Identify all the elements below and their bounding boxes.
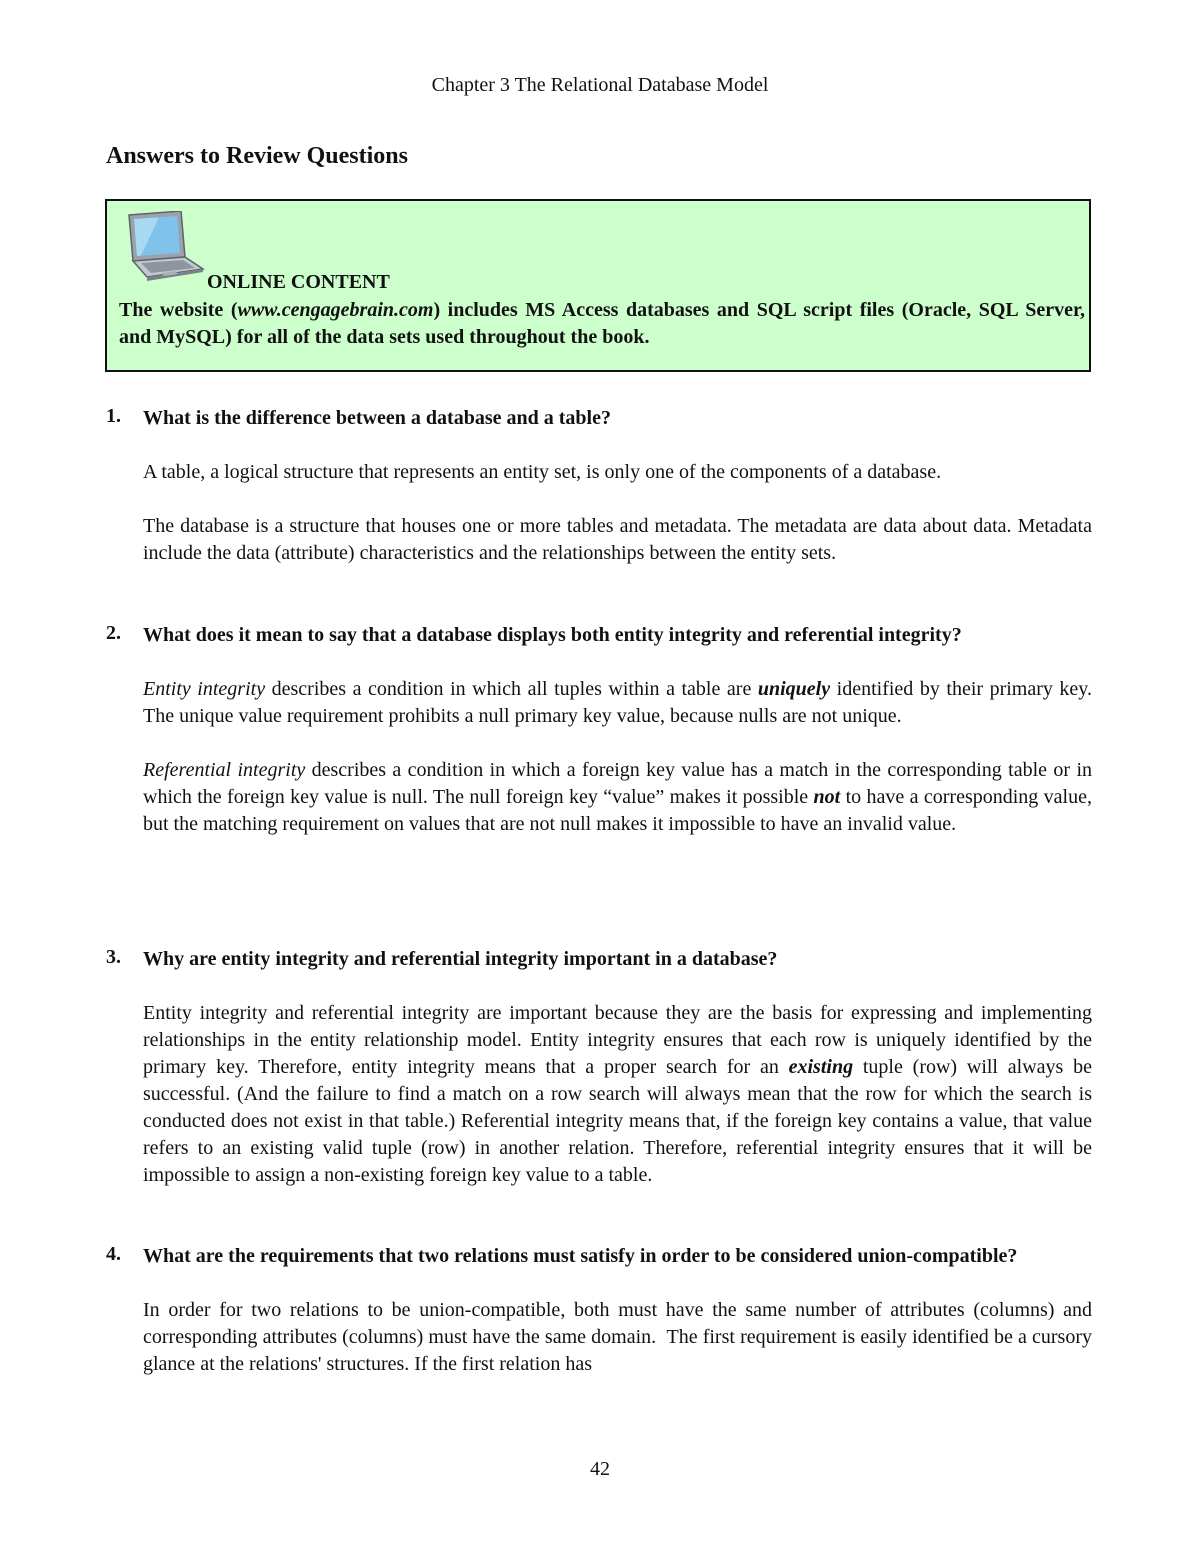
emphasis-not: not <box>813 786 841 808</box>
answer-paragraph: In order for two relations to be union-compatible, both must have the same number of attributes (columns) and corresponding attributes (columns) must have the same domain. The first requirement is easily identified be a cursory glance at the relations' structures. If the first relation has <box>143 1299 1092 1375</box>
page-number: 42 <box>590 1458 610 1480</box>
emphasis-existing: existing <box>788 1056 854 1078</box>
laptop-icon <box>119 211 205 283</box>
online-content-box <box>105 199 1091 372</box>
question-text: What does it mean to say that a database displays both entity integrity and referential integrity? <box>143 624 962 646</box>
online-content-heading: ONLINE CONTENT <box>207 271 390 293</box>
question-text: Why are entity integrity and referential integrity important in a database? <box>143 948 778 970</box>
website-link[interactable]: www.cengagebrain.com <box>237 299 434 321</box>
question-text: What is the difference between a database and a table? <box>143 407 611 429</box>
answer-text: describes a condition in which all tuples within a table are <box>265 678 758 700</box>
question-block-1 <box>106 405 1092 567</box>
online-content-text <box>119 297 1085 351</box>
section-title: Answers to Review Questions <box>106 143 408 169</box>
answer-paragraph <box>143 757 1092 838</box>
answer-paragraph: A table, a logical structure that represents an entity set, is only one of the components of a database. <box>143 461 942 483</box>
question-number: 3. <box>106 946 121 968</box>
answer-paragraph: The database is a structure that houses one or more tables and metadata. The metadata are data about data. Metadata include the data (attribute) characteristics and the relationships between the entity sets. <box>143 515 1092 564</box>
answer-text: identified by their primary key. The unique value requirement prohibits a null primary key value, because nulls are not unique. <box>143 678 1093 727</box>
answer-paragraph <box>143 676 1092 730</box>
emphasis-uniquely: uniquely <box>757 678 831 700</box>
question-block-4 <box>106 1243 1092 1378</box>
answer-text: Entity integrity and referential integrity are important because they are the basis for expressing and implementing relationships in the entity relationship model. Entity integrity ensures that each row is uniquely identified by the primary key. Therefore, entity integrity means that a proper search for an <box>143 1002 1092 1078</box>
answer-text: to have a corresponding value, but the matching requirement on values that are not null makes it impossible to have an invalid value. <box>143 786 1092 835</box>
answer-paragraph <box>143 1000 1092 1189</box>
question-number: 1. <box>106 405 121 427</box>
question-block-3 <box>106 946 1092 1189</box>
term-entity-integrity: Entity integrity <box>143 678 266 700</box>
question-number: 4. <box>106 1243 121 1265</box>
question-number: 2. <box>106 622 121 644</box>
term-referential-integrity: Referential integrity <box>143 759 306 781</box>
answer-text: tuple (row) will always be successful. (And the failure to find a match on a row search will always mean that the row for which the search is conducted does not exist in that table.) Referential integrity means that, if the foreign key contains a value, that value refers to an existing valid tuple (row) in another relation. Therefore, referential integrity ensures that it will be impossible to assign a non-existing foreign key value to a table. <box>143 1056 1092 1186</box>
answer-text: describes a condition in which a foreign key value has a match in the corresponding table or in which the foreign key value is null. The null foreign key “value” makes it possible <box>143 759 1092 808</box>
question-block-2 <box>106 622 1092 838</box>
question-text: What are the requirements that two relations must satisfy in order to be considered union-compatible? <box>143 1245 1018 1267</box>
online-text-after: ) includes MS Access databases and SQL script files (Oracle, SQL Server, and MySQL) for all of the data sets used throughout the book. <box>119 299 1086 348</box>
online-text-before: The website ( <box>119 299 238 321</box>
running-header: Chapter 3 The Relational Database Model <box>431 74 769 96</box>
